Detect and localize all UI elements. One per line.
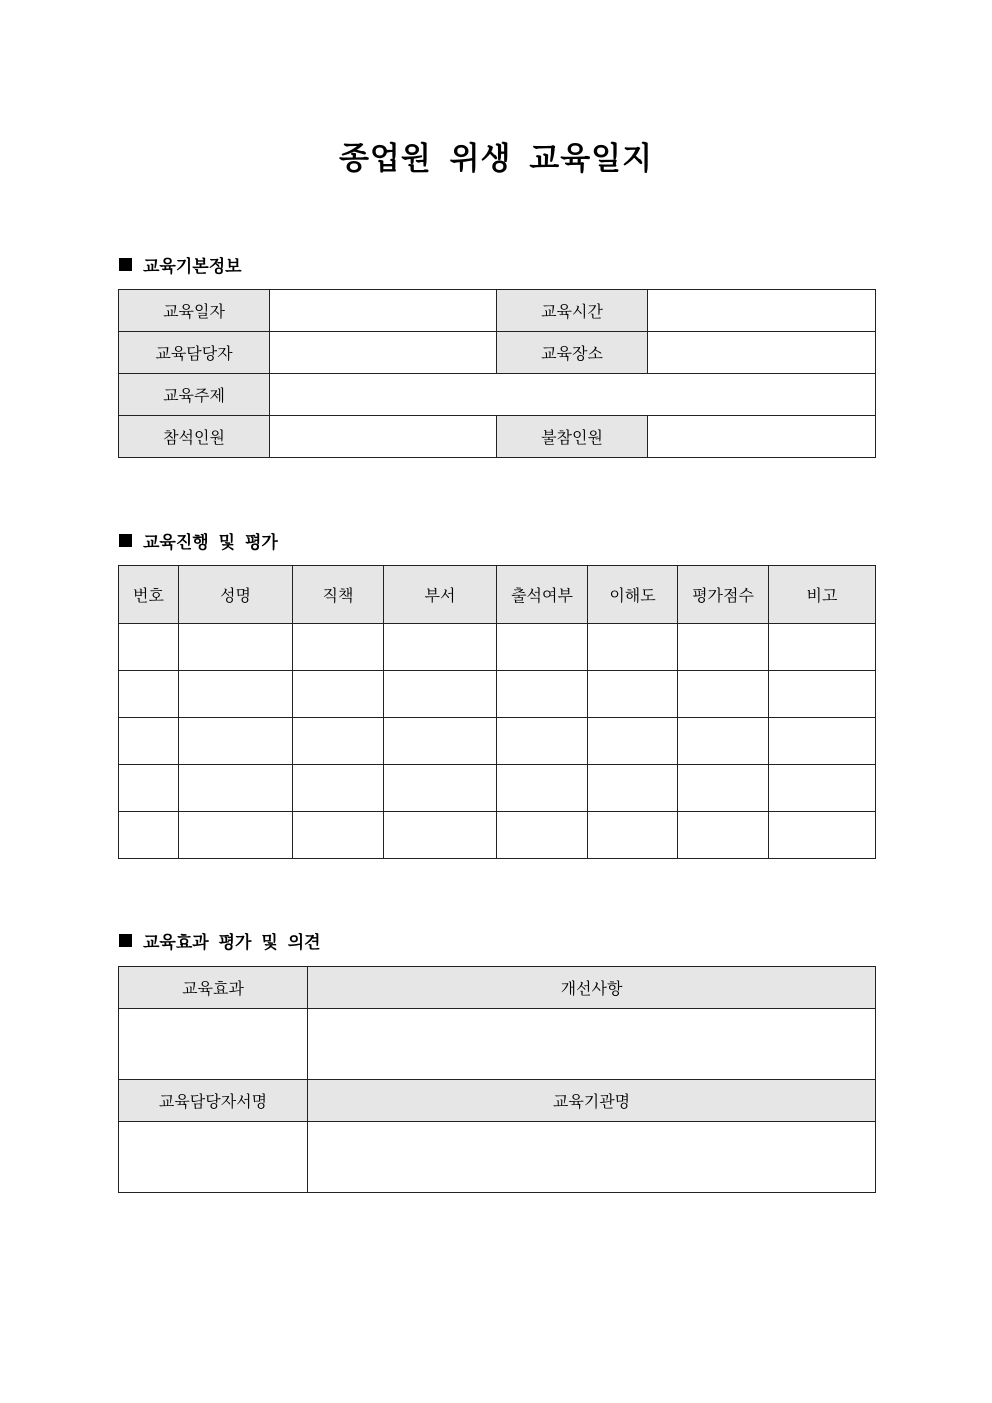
section-heading-label: 교육효과 평가 및 의견	[143, 932, 321, 953]
table-cell[interactable]	[497, 624, 588, 671]
table-cell[interactable]	[769, 671, 876, 718]
table-cell[interactable]	[293, 624, 384, 671]
table-cell[interactable]	[588, 671, 678, 718]
table-cell[interactable]	[588, 624, 678, 671]
table-cell[interactable]	[588, 812, 678, 859]
education-manager-field[interactable]	[270, 332, 497, 374]
label-improvements: 개선사항	[308, 967, 876, 1009]
table-cell[interactable]	[769, 812, 876, 859]
square-bullet-icon	[119, 258, 132, 271]
table-cell[interactable]	[678, 812, 769, 859]
table-row	[119, 765, 876, 812]
column-header-position: 직책	[293, 566, 384, 624]
table-row	[119, 624, 876, 671]
label-education-effect: 교육효과	[119, 967, 308, 1009]
basic-info-table	[118, 289, 876, 458]
manager-signature-field[interactable]	[119, 1122, 308, 1193]
table-cell[interactable]	[678, 624, 769, 671]
table-cell[interactable]	[678, 765, 769, 812]
table-cell[interactable]	[119, 624, 179, 671]
table-cell[interactable]	[179, 718, 293, 765]
table-cell[interactable]	[497, 765, 588, 812]
table-cell[interactable]	[119, 718, 179, 765]
table-row	[119, 718, 876, 765]
table-cell[interactable]	[179, 624, 293, 671]
table-cell[interactable]	[179, 671, 293, 718]
label-education-date: 교육일자	[119, 290, 270, 332]
label-attendees: 참석인원	[119, 416, 270, 458]
table-cell[interactable]	[384, 624, 497, 671]
table-row	[119, 812, 876, 859]
absentees-field[interactable]	[648, 416, 876, 458]
table-cell[interactable]	[497, 812, 588, 859]
table-row	[119, 671, 876, 718]
label-education-topic: 교육주제	[119, 374, 270, 416]
table-cell[interactable]	[497, 718, 588, 765]
table-cell[interactable]	[293, 671, 384, 718]
label-education-time: 교육시간	[497, 290, 648, 332]
table-cell[interactable]	[769, 624, 876, 671]
table-cell[interactable]	[293, 765, 384, 812]
table-cell[interactable]	[769, 765, 876, 812]
education-effect-field[interactable]	[119, 1009, 308, 1080]
label-manager-signature: 교육담당자서명	[119, 1080, 308, 1122]
section-heading-progress	[119, 529, 278, 551]
column-header-attendance: 출석여부	[497, 566, 588, 624]
column-header-department: 부서	[384, 566, 497, 624]
page-title: 종업원 위생 교육일지	[338, 141, 654, 177]
column-header-name: 성명	[179, 566, 293, 624]
column-header-score: 평가점수	[678, 566, 769, 624]
table-cell[interactable]	[384, 812, 497, 859]
institution-name-field[interactable]	[308, 1122, 876, 1193]
section-heading-effect-opinion	[119, 929, 321, 951]
table-cell[interactable]	[179, 765, 293, 812]
section-heading-label: 교육기본정보	[143, 256, 242, 277]
table-cell[interactable]	[119, 671, 179, 718]
column-header-understanding: 이해도	[588, 566, 678, 624]
square-bullet-icon	[119, 534, 132, 547]
table-cell[interactable]	[293, 812, 384, 859]
label-absentees: 불참인원	[497, 416, 648, 458]
table-cell[interactable]	[588, 718, 678, 765]
square-bullet-icon	[119, 934, 132, 947]
section-heading-label: 교육진행 및 평가	[143, 532, 278, 553]
improvements-field[interactable]	[308, 1009, 876, 1080]
education-date-field[interactable]	[270, 290, 497, 332]
table-cell[interactable]	[497, 671, 588, 718]
table-cell[interactable]	[179, 812, 293, 859]
education-time-field[interactable]	[648, 290, 876, 332]
table-cell[interactable]	[119, 812, 179, 859]
section-heading-basic-info	[119, 253, 242, 275]
attendees-field[interactable]	[270, 416, 497, 458]
label-institution-name: 교육기관명	[308, 1080, 876, 1122]
table-cell[interactable]	[384, 718, 497, 765]
progress-evaluation-table	[118, 565, 876, 859]
table-cell[interactable]	[588, 765, 678, 812]
label-education-place: 교육장소	[497, 332, 648, 374]
table-cell[interactable]	[678, 718, 769, 765]
column-header-number: 번호	[119, 566, 179, 624]
education-topic-field[interactable]	[270, 374, 876, 416]
table-cell[interactable]	[119, 765, 179, 812]
label-education-manager: 교육담당자	[119, 332, 270, 374]
education-place-field[interactable]	[648, 332, 876, 374]
table-cell[interactable]	[769, 718, 876, 765]
table-cell[interactable]	[384, 765, 497, 812]
table-cell[interactable]	[384, 671, 497, 718]
table-cell[interactable]	[678, 671, 769, 718]
effect-opinion-table	[118, 966, 876, 1193]
column-header-remarks: 비고	[769, 566, 876, 624]
table-cell[interactable]	[293, 718, 384, 765]
